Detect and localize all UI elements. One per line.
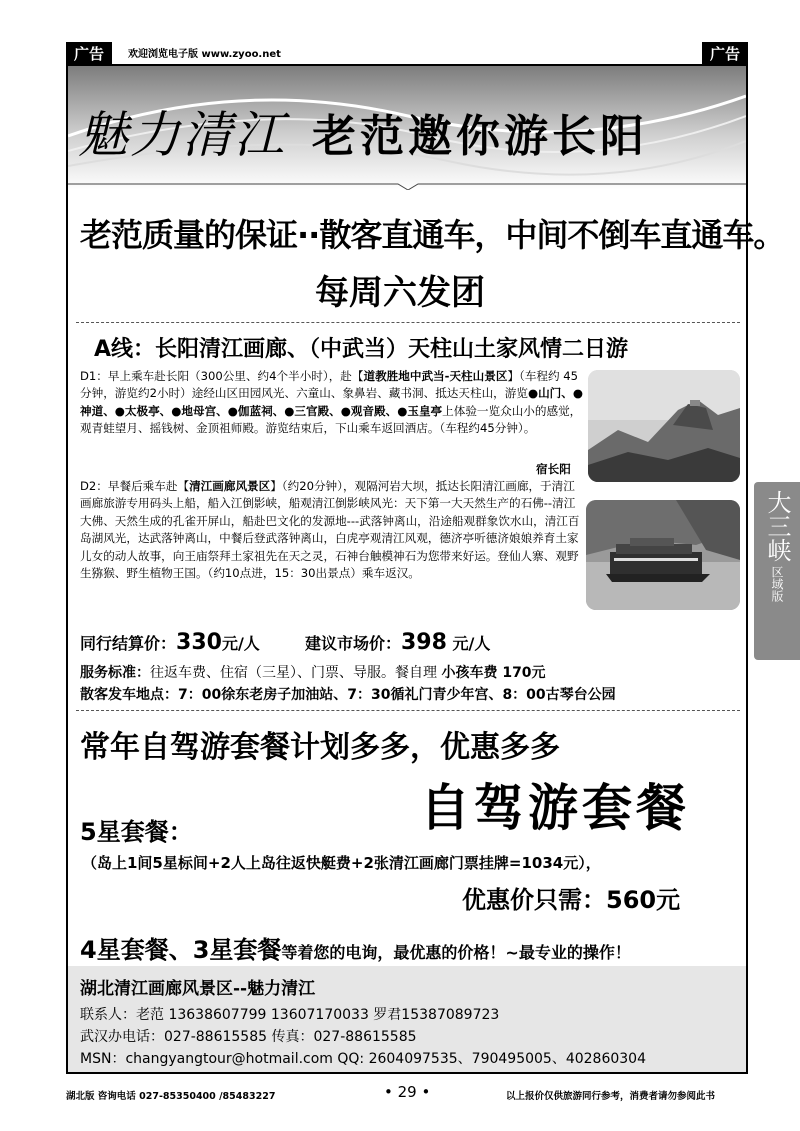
settle-price-value: 330 xyxy=(176,630,222,655)
divider xyxy=(76,322,740,323)
market-price-label: 建议市场价： xyxy=(304,634,401,653)
riverboat-photo xyxy=(586,500,740,610)
itinerary-d2-segment: D2：早餐后乘车赴【 xyxy=(80,479,190,493)
side-tab-big: 大三峡 xyxy=(763,490,791,562)
departure-points: 散客发车地点：7：00徐东老房子加油站、7：30循礼门青少年宫、8：00古琴台公园 xyxy=(80,687,616,703)
service-label: 服务标准： xyxy=(80,665,150,681)
itinerary-d2-segment: 清江画廊风景区 xyxy=(189,479,271,493)
itinerary-d1-segment: ●山门、●神道、●太极亭、●地母宫、●伽蓝祠、●三官殿、●观音殿、●玉皇亭 xyxy=(80,386,583,418)
child-fee: 小孩车费 170元 xyxy=(441,665,546,681)
brand-title: 魅力清江 xyxy=(78,106,286,164)
region-side-tab xyxy=(754,482,800,660)
market-price-unit: 元/人 xyxy=(446,634,491,653)
other-packages-text: 等着您的电询，最优惠的价格！~最专业的操作！ xyxy=(281,943,631,962)
ad-tag-right: 广告 xyxy=(702,42,748,66)
itinerary-d1-segment: 道教胜地中武当-天柱山景区 xyxy=(363,369,508,383)
other-packages-name: 4星套餐、3星套餐 xyxy=(80,936,282,964)
mountain-photo xyxy=(588,370,740,482)
side-tab-small: 区域版 xyxy=(770,566,784,602)
five-star-package: 5星套餐： xyxy=(80,818,193,846)
price-line xyxy=(80,630,490,655)
service-standard xyxy=(80,662,546,682)
itinerary-d1-segment: 】（车程约 45分钟，游览约2小时）途经山区田园风光、六童山、象鼻岩、藏书洞、抵达天柱山，游览 xyxy=(80,369,579,401)
contact-phones: 联系人：老范 13638607799 13607170033 罗君15387089723 xyxy=(80,1007,500,1023)
contact-online: MSN：changyangtour@hotmail.com QQ: 2604097535、790495005、402860304 xyxy=(80,1051,646,1067)
route-title: A线：长阳清江画廊、（中武当）天柱山土家风情二日游 xyxy=(94,337,629,362)
stay-location: 宿长阳 xyxy=(536,462,571,476)
contact-heading: 湖北清江画廊风景区--魅力清江 xyxy=(80,979,316,999)
service-text: 往返车费、住宿（三星）、门票、导服。餐自理 xyxy=(150,665,442,681)
selfdrive-title: 常年自驾游套餐计划多多，优惠多多 xyxy=(80,730,560,765)
promo-price: 优惠价只需：560元 xyxy=(462,886,681,914)
footer-disclaimer: 以上报价仅供旅游同行参考，消费者请勿参阅此书 xyxy=(506,1091,716,1102)
settle-price-unit: 元/人 xyxy=(221,634,260,653)
itinerary-d1-segment: D1：早上乘车赴长阳（300公里、约4个半小时），赴【 xyxy=(80,369,364,383)
selfdrive-package-title: 自驾游套餐 xyxy=(420,779,690,837)
itinerary-d1-segment: 上体验一览众山小的感觉，观青蛙望月、摇钱树、金顶祖师殿。游览结束后，下山乘车返回酒店。（车程约45分钟）。 xyxy=(80,403,582,436)
itinerary-d2-segment: 】（约20分钟），观隔河岩大坝，抵达长阳清江画廊，于清江画廊旅游专用码头上船，船入江倒影峡，船观清江倒影峡风光：天下第一大天然生产的石佛--清江大佛、天然生成的孔雀开屏山，船赴巴文化的发源地---武落钟离山，沿途船观群象饮水山，清江百岛湖风光，达武落钟离山，中餐后登武落钟离山，白虎亭观清江风观，德济亭听德济娘娘养育土家儿女的动人故事，向王庙祭拜土家祖先在天之灵，石神台触模神石为您带来好运。登仙人寨、观野生猕猴、野生植物王国。（约10点进，15：30出景点）乘车返汉。 xyxy=(80,479,580,581)
market-price-value: 398 xyxy=(400,630,447,655)
itinerary-day2 xyxy=(80,478,586,582)
slogan: 老范邀你游长阳 xyxy=(312,111,648,162)
ad-tag-left: 广告 xyxy=(66,42,112,66)
other-packages xyxy=(80,930,631,965)
package-detail: （岛上1间5星标间+2人上岛往返快艇费+2张清江画廊门票挂牌=1034元）， xyxy=(82,854,601,872)
headline-quality: 老范质量的保证··散客直通车，中间不倒车直通车。 xyxy=(80,216,785,254)
footer-hotline: 湖北版 咨询电话 027-85350400 /85483227 xyxy=(66,1091,276,1102)
welcome-text: 欢迎浏览电子版 www.zyoo.net xyxy=(128,49,281,60)
page-number: • 29 • xyxy=(384,1083,431,1101)
itinerary-day1 xyxy=(80,368,586,438)
headline-weekly: 每周六发团 xyxy=(315,273,485,313)
contact-office: 武汉办电话：027-88615585 传真：027-88615585 xyxy=(80,1029,417,1045)
settle-price-label: 同行结算价： xyxy=(80,634,177,653)
divider xyxy=(76,710,740,711)
